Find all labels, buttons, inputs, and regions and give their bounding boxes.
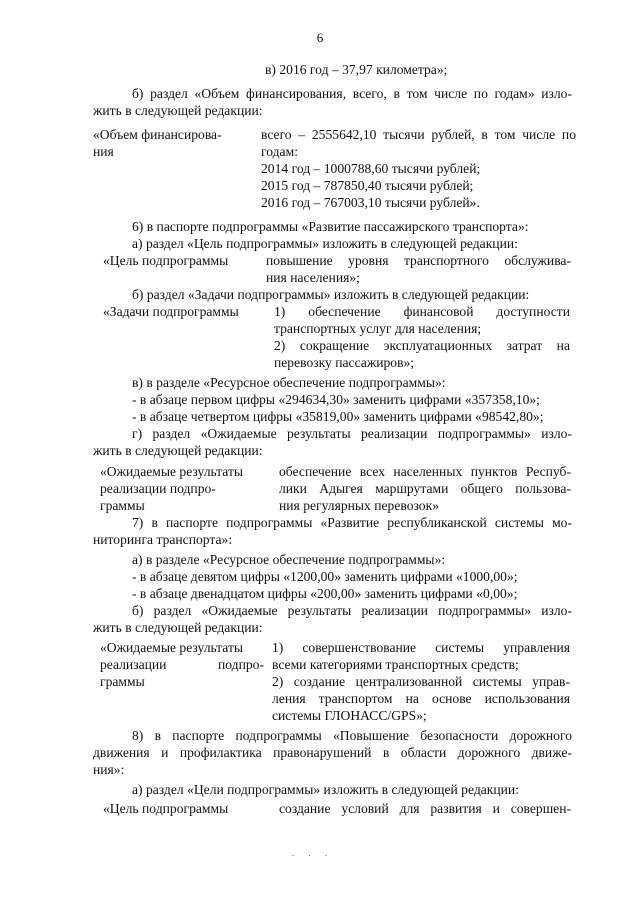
table-value: 2014 год – 1000788,60 тысячи рублей; xyxy=(261,161,481,176)
table-value: 2015 год – 787850,40 тысячи рублей; xyxy=(261,178,474,193)
table-value: перевозку пассажиров»; xyxy=(274,355,415,370)
text-line: 6) в паспорте подпрограммы «Развитие пассажирского транспорта»: xyxy=(132,219,529,234)
table-value: всего – 2555642,10 тысячи рублей, в том числе по xyxy=(261,127,576,142)
text-line: 7) в паспорте подпрограммы «Развитие республиканской системы мо- xyxy=(132,515,572,530)
table-value: повышение уровня транспортного обслужива- xyxy=(266,253,571,268)
text-line: а) раздел «Цели подпрограммы» изложить в следующей редакции: xyxy=(132,782,519,797)
text-line: движения и профилактика правонарушений в области дорожного движе- xyxy=(93,745,572,760)
text-line: жить в следующей редакции: xyxy=(93,620,263,635)
text-line: в) 2016 год – 37,97 километра»; xyxy=(265,62,448,77)
text-line: жить в следующей редакции: xyxy=(93,443,263,458)
text-line: - в абзаце двенадцатом цифры «200,00» заменить цифрами «0,00»; xyxy=(132,586,518,601)
table-value: ния регулярных перевозок» xyxy=(279,498,439,513)
table-value: обеспечение всех населенных пунктов Респуб- xyxy=(279,464,571,479)
table-label: «Ожидаемые результаты xyxy=(100,464,244,479)
page-number: 6 xyxy=(316,30,324,45)
text-line: - в абзаце первом цифры «294634,30» заменить цифрами «357358,10»; xyxy=(132,392,540,407)
table-value: ния населения»; xyxy=(266,270,360,285)
table-value: 1) совершенствование системы управления xyxy=(272,640,570,655)
text-line: б) раздел «Ожидаемые результаты реализации подпрограммы» изло- xyxy=(132,603,572,618)
table-value: 1) обеспечение финансовой доступности xyxy=(274,304,570,319)
table-value: транспортных услуг для населения; xyxy=(274,321,482,336)
table-value: всеми категориями транспортных средств; xyxy=(272,657,519,672)
table-label: реализации подпро- xyxy=(100,657,264,672)
text-line: г) раздел «Ожидаемые результаты реализации подпрограммы» изло- xyxy=(132,426,572,441)
table-value: годам: xyxy=(261,144,298,159)
text-line: а) в разделе «Ресурсное обеспечение подпрограммы»: xyxy=(132,552,446,567)
table-label: ния xyxy=(93,144,114,159)
table-label: «Ожидаемые результаты xyxy=(100,640,244,655)
table-value: лики Адыгея маршрутами общего пользова- xyxy=(279,481,571,496)
table-value: 2) сокращение эксплуатационных затрат на xyxy=(274,338,570,353)
table-label: реализации подпро- xyxy=(100,481,216,496)
text-line: б) раздел «Объем финансирования, всего, в том числе по годам» изло- xyxy=(132,86,572,101)
table-label: «Цель подпрограммы xyxy=(103,801,229,816)
text-line: в) в разделе «Ресурсное обеспечение подпрограммы»: xyxy=(132,375,446,390)
table-value: системы ГЛОНАСС/GPS»; xyxy=(272,708,427,723)
table-label: граммы xyxy=(100,674,145,689)
text-line: б) раздел «Задачи подпрограммы» изложить в следующей редакции: xyxy=(132,287,530,302)
scan-artifact: . . . xyxy=(292,848,334,858)
table-value: 2016 год – 767003,10 тысячи рублей». xyxy=(261,195,480,210)
text-line: ния»: xyxy=(93,762,125,777)
text-line: а) раздел «Цель подпрограммы» изложить в следующей редакции: xyxy=(132,236,518,251)
table-label: «Задачи подпрограммы xyxy=(103,304,239,319)
table-label: «Объем финансирова- xyxy=(93,127,222,142)
text-line: 8) в паспорте подпрограммы «Повышение безопасности дорожного xyxy=(132,728,572,743)
table-value: создание условий для развития и совершен- xyxy=(279,801,571,816)
text-line: ниторинга транспорта»: xyxy=(93,532,233,547)
table-label: «Цель подпрограммы xyxy=(103,253,229,268)
text-line: - в абзаце девятом цифры «1200,00» заменить цифрами «1000,00»; xyxy=(132,569,518,584)
table-label: граммы xyxy=(100,498,145,513)
table-value: 2) создание централизованной системы управ- xyxy=(272,674,570,689)
text-line: - в абзаце четвертом цифры «35819,00» заменить цифрами «98542,80»; xyxy=(132,409,544,424)
table-value: ления транспортом на основе использования xyxy=(272,691,570,706)
text-line: жить в следующей редакции: xyxy=(93,103,263,118)
